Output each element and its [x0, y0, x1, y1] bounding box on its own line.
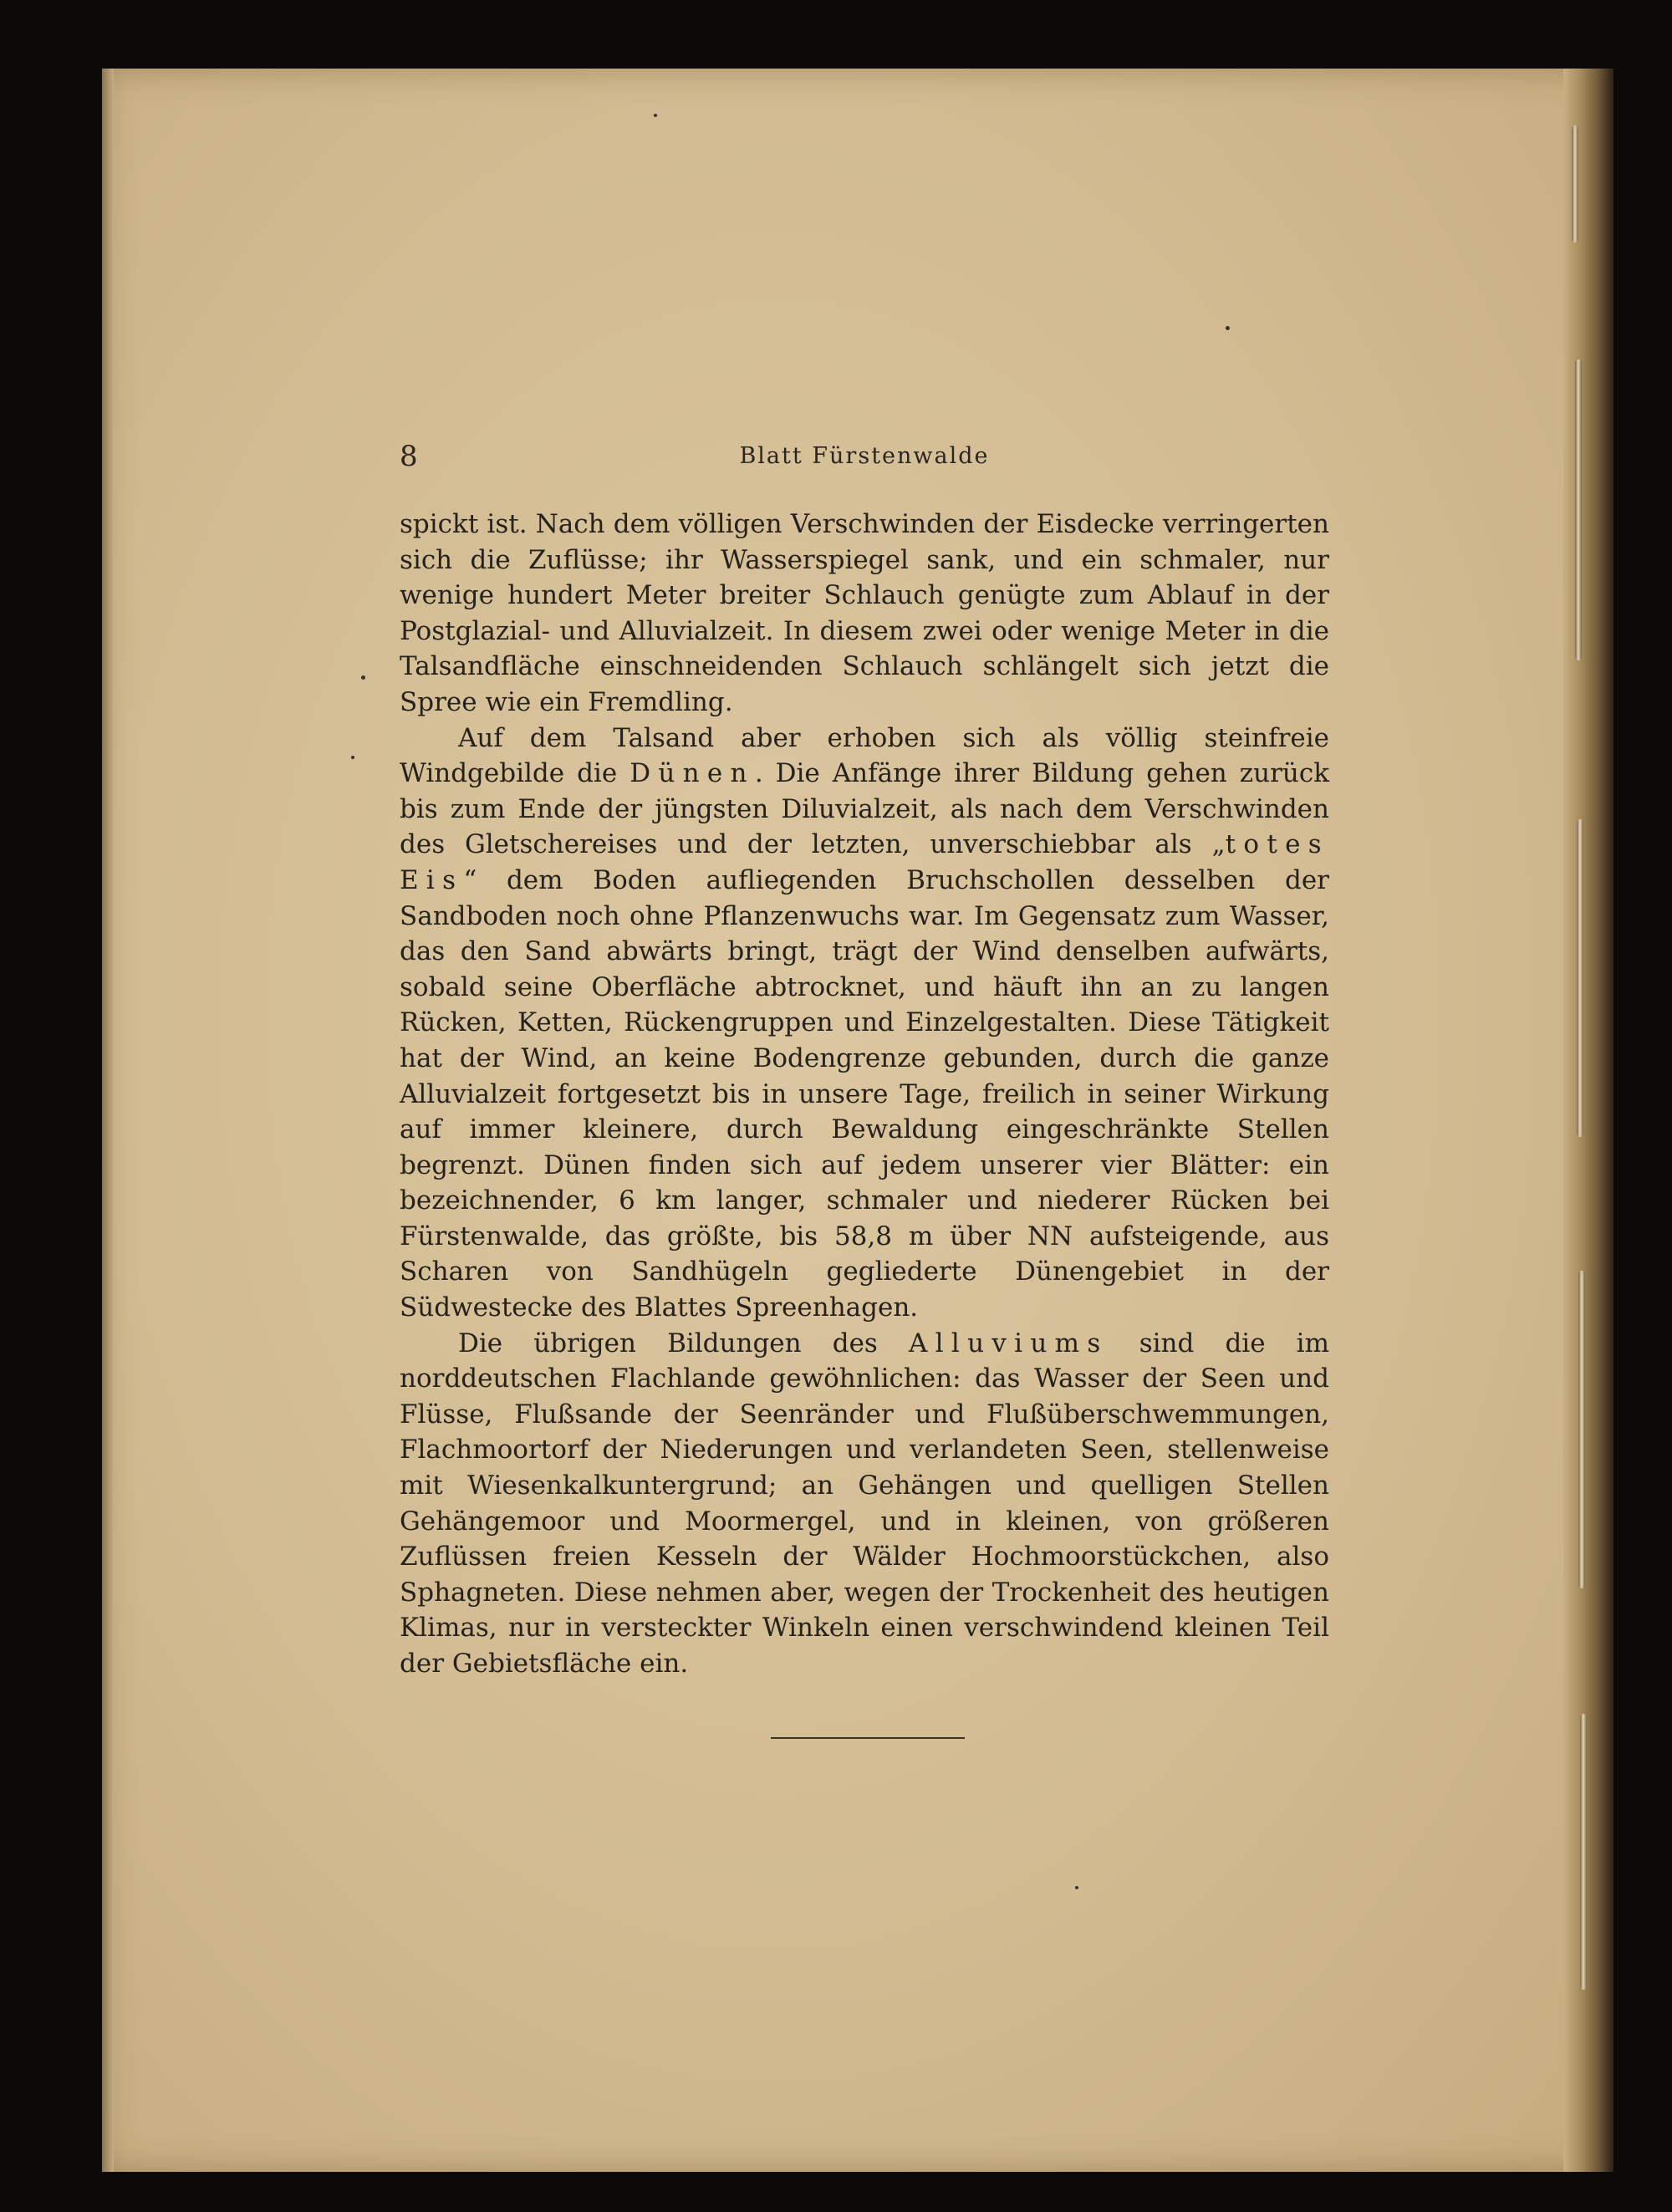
- binding-thread: [1578, 1271, 1585, 1588]
- text-run: Auf dem Talsand aber erhoben sich als völlig steinfreie Windgebilde die: [400, 722, 1329, 789]
- closing-rule: [771, 1737, 965, 1739]
- page-stack-edge: [102, 69, 114, 2172]
- binding-thread: [1580, 1714, 1587, 1990]
- page-number: 8: [400, 440, 418, 473]
- body-text: [400, 507, 1329, 1682]
- paragraph: [400, 1326, 1329, 1682]
- running-header: [400, 440, 1329, 478]
- paper-speck: [1226, 326, 1230, 330]
- binding-thread: [1577, 819, 1583, 1137]
- paper-speck: [654, 114, 657, 117]
- text-run: “ dem Boden aufliegenden Bruchschollen desselben der Sandboden noch ohne Pflanzenwuchs war. Im Gegensatz zum Wasser, das den Sand abwärts bringt, trägt der Wind denselben aufwärts, sobald seine Oberfläche abtrocknet, und häuft ihn an zu langen Rücken, Ketten, Rückengruppen und Einzelgestalten. Diese Tätigkeit hat der Wind, an keine Bodengrenze gebunden, durch die ganze Alluvialzeit fortgesetzt bis in unsere Tage, freilich in seiner Wirkung auf immer kleinere, durch Bewaldung eingeschränkte Stellen begrenzt. Dünen finden sich auf jedem unserer vier Blätter: ein bezeichnender, 6 km langer, schmaler und niederer Rücken bei Fürstenwalde, das größte, bis 58,8 m über NN aufsteigende, aus Scharen von Sandhügeln gegliederte Dünengebiet in der Südwestecke des Blattes Spreenhagen.: [400, 864, 1329, 1323]
- binding-thread: [1575, 359, 1582, 660]
- text-run: spickt ist. Nach dem völligen Verschwinden der Eisdecke verringerten sich die Zuflüsse; ihr Wasserspiegel sank, und ein schmaler, nur wenige hundert Meter breiter Schlauch genügte zum Ablauf in der Postglazial- und Alluvialzeit. In diesem zwei oder wenige Meter in die Talsandfläche einschneidenden Schlauch schlängelt sich jetzt die Spree wie ein Fremdling.: [400, 509, 1329, 717]
- text-run: . Die Anfänge ihrer Bildung gehen zurück bis zum Ende der jüngsten Diluvialzeit, als nach dem Verschwinden des Gletschereises und der letzten, unverschiebbar als „: [400, 758, 1329, 860]
- spaced-term: totes Eis: [400, 829, 1329, 895]
- paragraph: [400, 507, 1329, 721]
- text-run: sind die im norddeutschen Flachlande gewöhnlichen: das Wasser der Seen und Flüsse, Flußsande der Seenränder und Flußüberschwemmungen, Flachmoortorf der Niederungen und verlandeten Seen, stellenweise mit Wiesenkalkuntergrund; an Gehängen und quelligen Stellen Gehängemoor und Moormergel, und in kleinen, von größeren Zuflüssen freien Kesseln der Wälder Hochmoorstückchen, also Sphagneten. Diese nehmen aber, wegen der Trockenheit des heutigen Klimas, nur in versteckter Winkeln einen verschwindend kleinen Teil der Gebietsfläche ein.: [400, 1328, 1329, 1679]
- paper-speck: [1075, 1886, 1078, 1889]
- paper-speck: [361, 675, 365, 680]
- spaced-term: Dünen: [630, 758, 755, 789]
- paragraph: [400, 721, 1329, 1326]
- book-spine: [1563, 69, 1613, 2172]
- spaced-term: Alluviums: [908, 1328, 1109, 1358]
- text-run: Die übrigen Bildungen des: [458, 1328, 909, 1358]
- paper-speck: [351, 756, 354, 759]
- running-title: Blatt Fürstenwalde: [739, 443, 990, 469]
- binding-thread: [1572, 125, 1578, 242]
